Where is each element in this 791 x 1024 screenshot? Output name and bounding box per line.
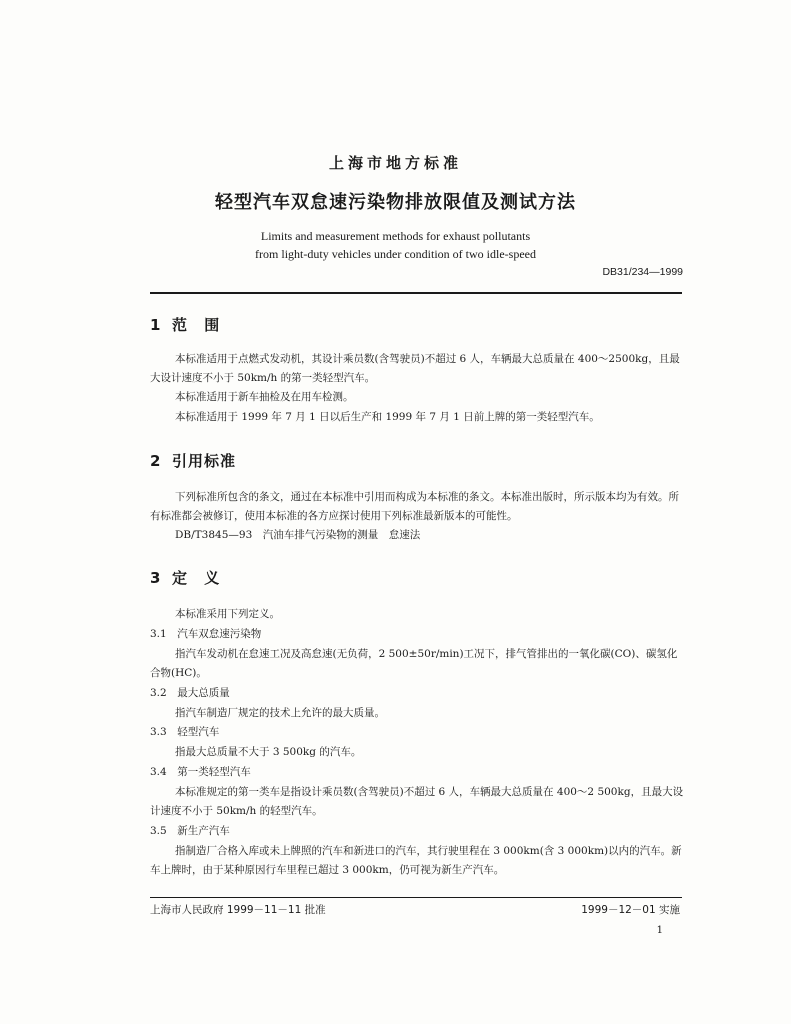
section-1-title: 范 围: [172, 316, 226, 334]
section-1-para-2: 本标准适用于新车抽检及在用车检测。: [175, 391, 354, 403]
definition-3-2-term: 3.2 最大总质量: [150, 687, 230, 699]
section-3-title: 定 义: [172, 569, 226, 587]
standard-org-title: 上海市地方标准: [328, 154, 462, 172]
section-1-number: 1: [150, 316, 161, 334]
definition-3-3-term: 3.3 轻型汽车: [150, 726, 220, 738]
definition-3-5-term: 3.5 新生产汽车: [150, 825, 230, 837]
footer-divider: [150, 897, 682, 898]
approval-date: 上海市人民政府 1999－11－11 批准: [150, 904, 326, 916]
section-2-title: 引用标准: [172, 452, 237, 470]
section-2-heading: [150, 450, 236, 471]
document-title-en-line1: Limits and measurement methods for exhaust pollutants: [260, 229, 531, 243]
effective-date: 1999－12－01 实施: [581, 904, 680, 916]
section-2-number: 2: [150, 452, 161, 470]
definition-3-3-text: 指最大总质量不大于 3 500kg 的汽车。: [175, 746, 362, 758]
standard-code: DB31/234—1999: [602, 266, 683, 278]
section-1-para-1: 本标准适用于点燃式发动机，其设计乘员数(含驾驶员)不超过 6 人，车辆最大总质量在 400～2500kg，且最大设计速度不小于 50km/h 的第一类轻型汽车。: [150, 353, 680, 384]
section-3-number: 3: [150, 569, 161, 587]
definition-3-4-text: 本标准规定的第一类车是指设计乘员数(含驾驶员)不超过 6 人，车辆最大总质量在 400～2 500kg，且最大设计速度不小于 50km/h 的轻型汽车。: [150, 786, 684, 817]
section-2-reference: DB/T3845—93 汽油车排气污染物的测量 怠速法: [175, 529, 421, 541]
page-number: 1: [656, 925, 663, 936]
section-3-intro: 本标准采用下列定义。: [175, 608, 280, 620]
document-title-zh: 轻型汽车双怠速污染物排放限值及测试方法: [215, 192, 576, 213]
section-1-para-3: 本标准适用于 1999 年 7 月 1 日以后生产和 1999 年 7 月 1 日前上牌的第一类轻型汽车。: [175, 411, 600, 423]
document-title-en-line2: from light-duty vehicles under condition of two idle-speed: [255, 247, 536, 261]
section-1-heading: [150, 314, 225, 335]
section-2-para-1: 下列标准所包含的条文，通过在本标准中引用而构成为本标准的条文。本标准出版时，所示版本均为有效。所有标准都会被修订，使用本标准的各方应探讨使用下列标准最新版本的可能性。: [150, 491, 679, 522]
definition-3-1-term: 3.1 汽车双怠速污染物: [150, 628, 262, 640]
definition-3-4-term: 3.4 第一类轻型汽车: [150, 766, 251, 778]
section-3-heading: [150, 567, 225, 588]
definition-3-5-text: 指制造厂合格入库或未上牌照的汽车和新进口的汽车，其行驶里程在 3 000km(含 3 000km)以内的汽车。新车上牌时，由于某种原因行车里程已超过 3 000km，仍可视为新生产汽车。: [150, 845, 682, 876]
header-divider: [150, 292, 682, 294]
definition-3-2-text: 指汽车制造厂规定的技术上允许的最大质量。: [175, 707, 385, 719]
definition-3-1-text: 指汽车发动机在怠速工况及高怠速(无负荷，2 500±50r/min)工况下，排气管排出的一氧化碳(CO)、碳氢化合物(HC)。: [150, 648, 678, 679]
